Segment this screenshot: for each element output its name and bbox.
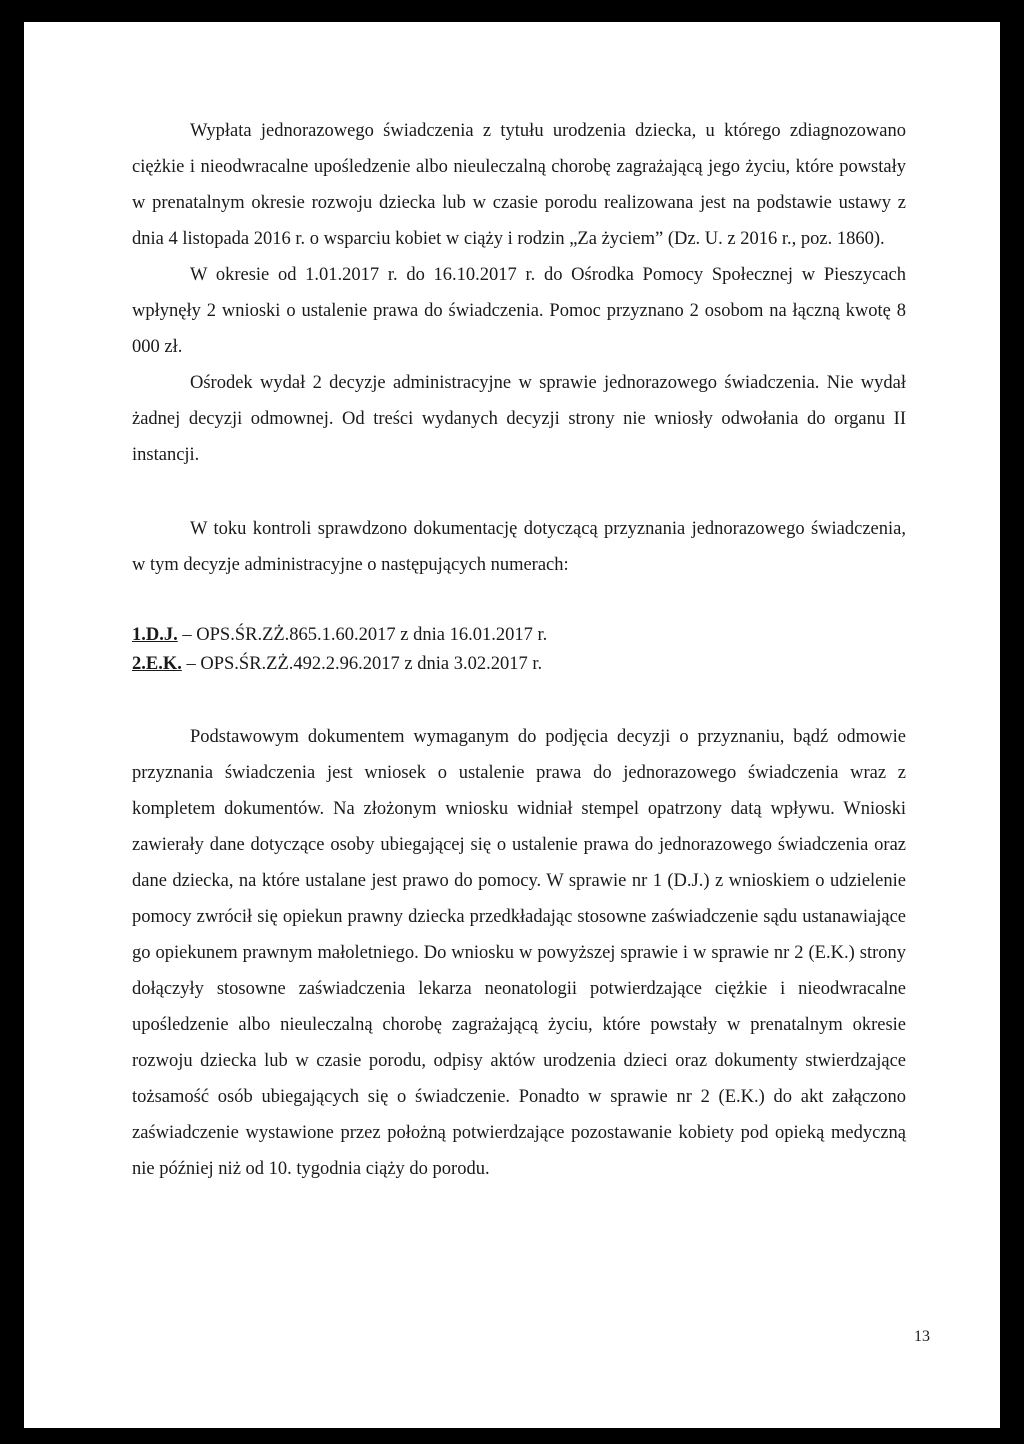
paragraph-documentation: Podstawowym dokumentem wymaganym do podjęcia decyzji o przyznaniu, bądź odmowie przyznania świadczenia jest wniosek o ustalenie prawa do jednorazowego świadczenia wraz z kompletem dokumentów. Na złożonym wniosku widniał stempel opatrzony datą wpływu. Wnioski zawierały dane dotyczące osoby ubiegającej się o ustalenie prawa do jednorazowego świadczenia oraz dane dziecka, na które ustalane jest prawo do pomocy. W sprawie nr 1 (D.J.) z wnioskiem o udzielenie pomocy zwrócił się opiekun prawny dziecka przedkładając stosowne zaświadczenie sądu ustanawiające go opiekunem prawnym małoletniego. Do wniosku w powyższej sprawie i w sprawie nr 2 (E.K.) strony dołączyły stosowne zaświadczenia lekarza neonatologii potwierdzające ciężkie i nieodwracalne upośledzenie albo nieuleczalną chorobę zagrażającą życiu, które powstały w prenatalnym okresie rozwoju dziecka lub w czasie porodu, odpisy aktów urodzenia dzieci oraz dokumenty stwierdzające tożsamość osób ubiegających się o świadczenie. Ponadto w sprawie nr 2 (E.K.) do akt załączono zaświadczenie wystawione przez położną potwierdzające pozostawanie kobiety pod opieką medyczną nie później niż od 10. tygodnia ciąży do porodu. [132,727,906,1179]
decision-list [132,621,906,679]
page-number: 13 [914,1328,930,1345]
document-body [132,113,906,1187]
decision-item [132,621,906,650]
decision-id: 2.E.K. [132,654,182,674]
paragraph-inspection: W toku kontroli sprawdzono dokumentację dotyczącą przyznania jednorazowego świadczenia, w tym decyzje administracyjne o następujących numerach: [132,519,906,575]
paragraph-decisions-issued: Ośrodek wydał 2 decyzje administracyjne w sprawie jednorazowego świadczenia. Nie wydał żadnej decyzji odmownej. Od treści wydanych decyzji strony nie wniosły odwołania do organu II instancji. [132,373,906,465]
decision-id: 1.D.J. [132,625,178,645]
paragraph-payment-basis: Wypłata jednorazowego świadczenia z tytułu urodzenia dziecka, u którego zdiagnozowano ciężkie i nieodwracalne upośledzenie albo nieuleczalną chorobę zagrażającą jego życiu, które powstały w prenatalnym okresie rozwoju dziecka lub w czasie porodu realizowana jest na podstawie ustawy z dnia 4 listopada 2016 r. o wsparciu kobiet w ciąży i rodzin „Za życiem” (Dz. U. z 2016 r., poz. 1860). [132,121,906,249]
decision-number: – OPS.ŚR.ZŻ.492.2.96.2017 z dnia 3.02.2017 r. [181,654,543,674]
paragraph-applications: W okresie od 1.01.2017 r. do 16.10.2017 r. do Ośrodka Pomocy Społecznej w Pieszycach wpłynęły 2 wnioski o ustalenie prawa do świadczenia. Pomoc przyznano 2 osobom na łączną kwotę 8 000 zł. [132,265,906,357]
decision-item [132,650,906,679]
decision-number: – OPS.ŚR.ZŻ.865.1.60.2017 z dnia 16.01.2017 r. [177,625,548,645]
